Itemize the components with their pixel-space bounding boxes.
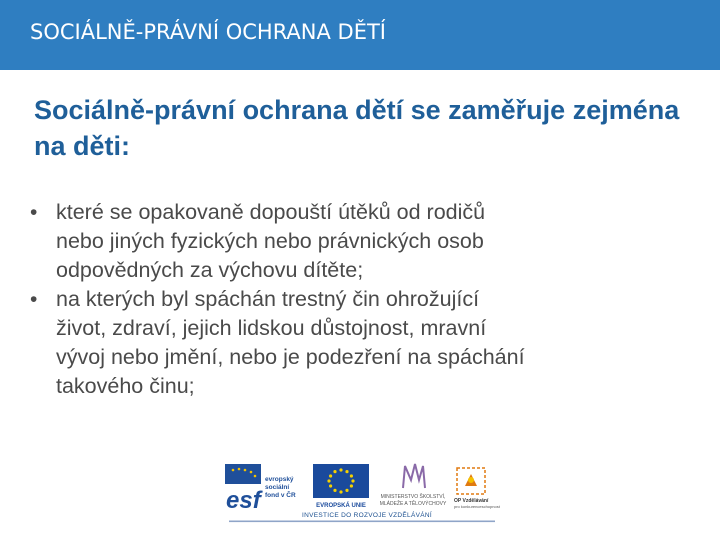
op-word: pro konkurenceschopnost [454,504,500,509]
bullet-line: na kterých byl spáchán trestný čin ohrožující [56,287,480,311]
bullet-item [30,198,690,285]
op-vzdelavani-logo [451,464,501,512]
logo-caption: INVESTICE DO ROZVOJE VZDĚLÁVÁNÍ [302,512,432,519]
slide-title: SOCIÁLNĚ-PRÁVNÍ OCHRANA DĚTÍ [30,20,387,44]
op-word: OP Vzdělávání [454,498,489,504]
bullet-line: život, zdraví, jejich lidskou důstojnost, mravní [56,316,487,340]
content-heading: Sociálně-právní ochrana dětí se zaměřuje zejména na děti: [34,95,680,161]
msmt-word: MLÁDEŽE A TĚLOVÝCHOVY [379,501,447,507]
esf-word: evropský [265,476,294,483]
bullet-list [30,198,690,401]
bullet-dot-icon: • [30,201,38,224]
esf-word: sociální [265,484,290,491]
bullet-line: které se opakovaně dopouští útěků od rodičů [56,200,486,224]
bullet-item [30,285,690,401]
msmt-word: MINISTERSTVO ŠKOLSTVÍ, [380,494,446,500]
eu-label: EVROPSKÁ UNIE [316,503,366,509]
msmt-logo [375,462,451,512]
eu-flag-logo [309,464,377,510]
bullet-line: odpovědných za výchovu dítěte; [56,258,364,282]
header-bar [0,0,720,70]
bullet-line: takového činu; [56,374,195,398]
fine-print-line [225,520,500,523]
esf-logo [225,464,303,512]
svg-text:esf: esf [226,487,261,512]
bullet-dot-icon: • [30,288,38,311]
bullet-line: nebo jiných fyzických nebo právnických osob [56,229,484,253]
bullet-line: vývoj nebo jmění, nebo je podezření na spáchání [56,345,525,369]
footer-logos [225,458,500,530]
esf-word: fond v ČR [265,492,296,499]
